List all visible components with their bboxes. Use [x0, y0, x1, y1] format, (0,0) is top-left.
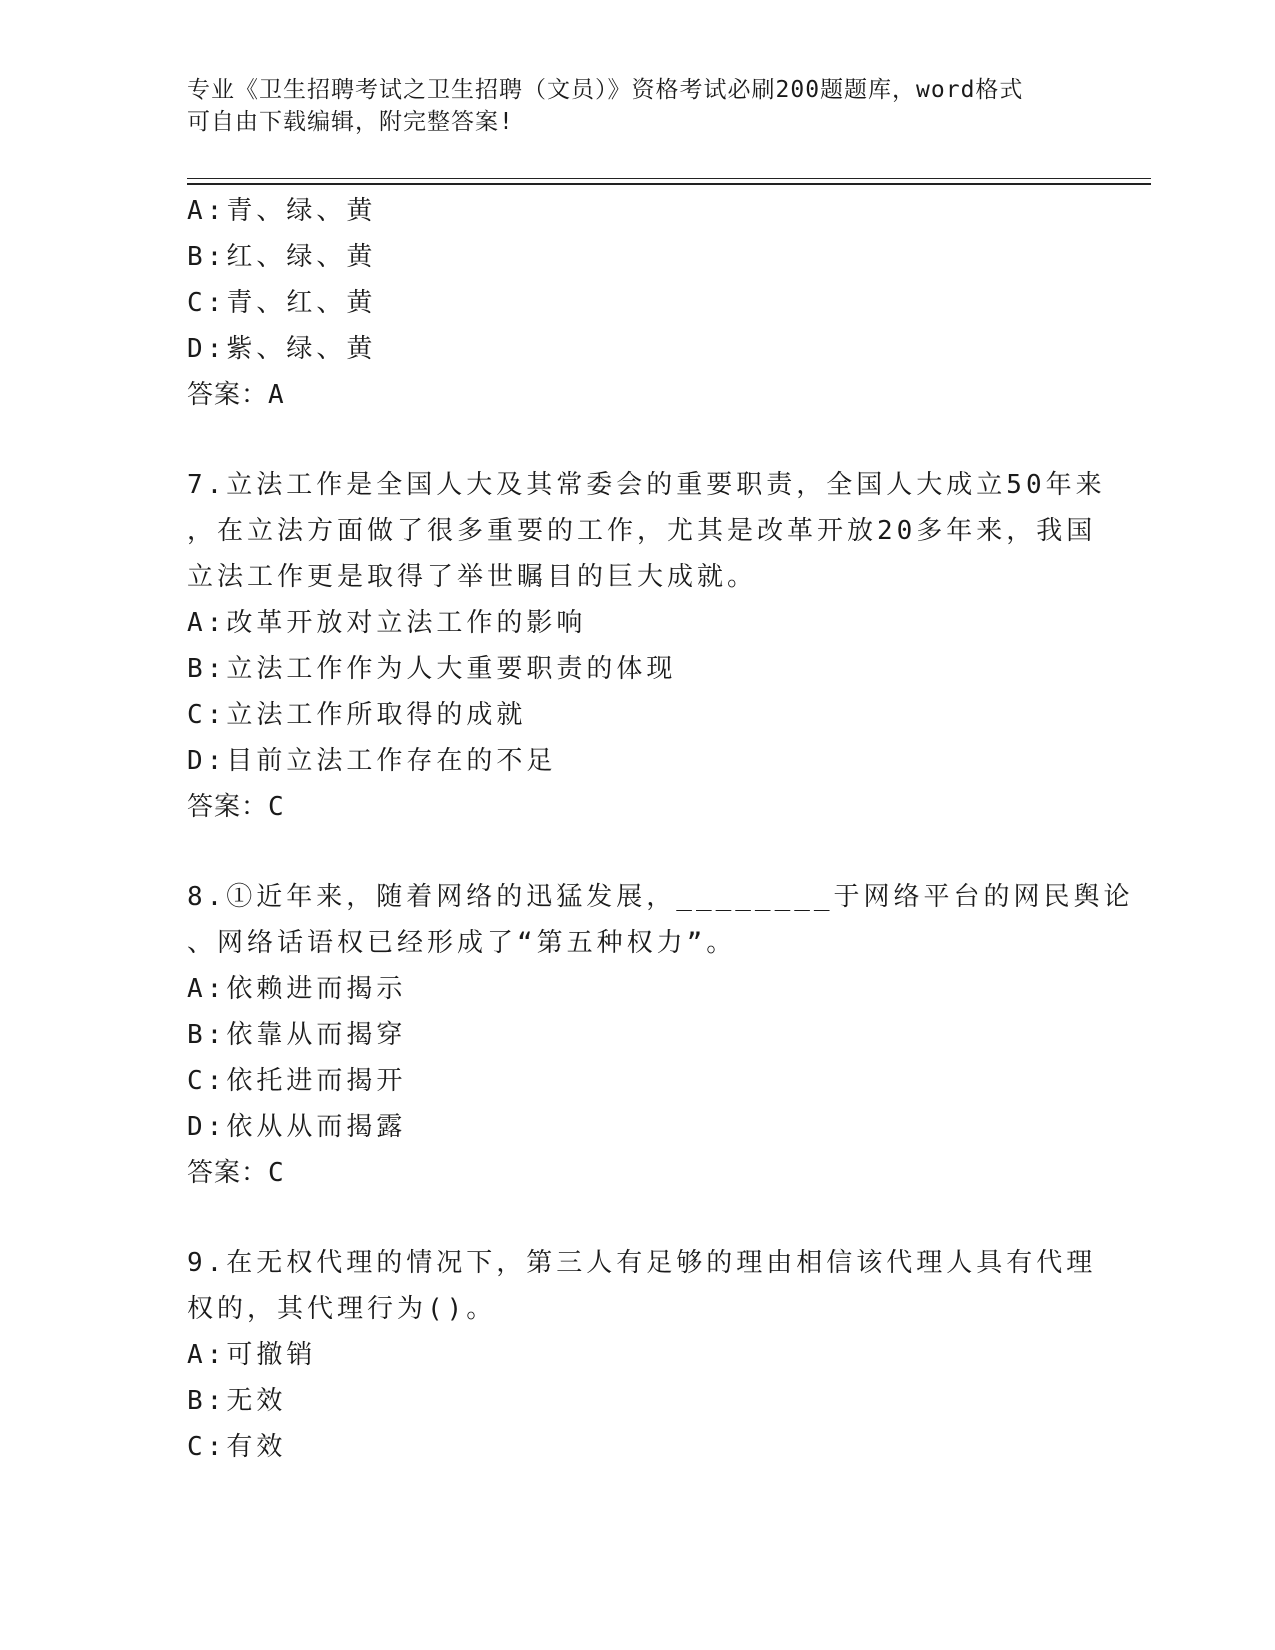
option-d: D:依从从而揭露	[187, 1112, 407, 1142]
option-c: C:依托进而揭开	[187, 1066, 407, 1096]
question-stem-line: ，在立法方面做了很多重要的工作，尤其是改革开放20多年来，我国	[187, 516, 1097, 546]
question-8	[187, 874, 1134, 1196]
option-a: A:依赖进而揭示	[187, 974, 407, 1004]
option-b: B:无效	[187, 1386, 287, 1416]
question-9	[187, 1240, 1097, 1470]
question-7	[187, 462, 1106, 830]
option-b: B:立法工作作为人大重要职责的体现	[187, 654, 677, 684]
option-a: A:可撤销	[187, 1340, 317, 1370]
question-stem-line: 9.在无权代理的情况下，第三人有足够的理由相信该代理人具有代理	[187, 1248, 1097, 1278]
question-6	[187, 188, 1087, 418]
question-stem-line: 立法工作更是取得了举世瞩目的巨大成就。	[187, 562, 758, 592]
page-header	[187, 74, 1087, 138]
header-divider-thick	[187, 183, 1151, 185]
question-stem-line: 权的，其代理行为()。	[187, 1294, 497, 1324]
option-d: D:紫、绿、黄	[187, 334, 377, 364]
answer: 答案：A	[187, 380, 285, 410]
option-d: D:目前立法工作存在的不足	[187, 746, 557, 776]
question-stem-line: 8.①近年来，随着网络的迅猛发展，________于网络平台的网民舆论	[187, 882, 1134, 912]
question-stem-line: 7.立法工作是全国人大及其常委会的重要职责，全国人大成立50年来	[187, 470, 1106, 500]
option-c: C:青、红、黄	[187, 288, 377, 318]
option-a: A:改革开放对立法工作的影响	[187, 608, 587, 638]
option-c: C:有效	[187, 1432, 287, 1462]
question-stem-line: 、网络话语权已经形成了“第五种权力”。	[187, 928, 737, 958]
option-b: B:红、绿、黄	[187, 242, 377, 272]
header-divider-thin	[187, 178, 1151, 179]
header-line-2: 可自由下载编辑，附完整答案!	[187, 109, 514, 135]
answer: 答案：C	[187, 1158, 285, 1188]
answer: 答案：C	[187, 792, 285, 822]
option-c: C:立法工作所取得的成就	[187, 700, 527, 730]
header-line-1: 专业《卫生招聘考试之卫生招聘（文员）》资格考试必刷200题题库，word格式	[187, 77, 1024, 103]
option-b: B:依靠从而揭穿	[187, 1020, 407, 1050]
question-list	[187, 188, 1134, 1470]
option-a: A:青、绿、黄	[187, 196, 377, 226]
